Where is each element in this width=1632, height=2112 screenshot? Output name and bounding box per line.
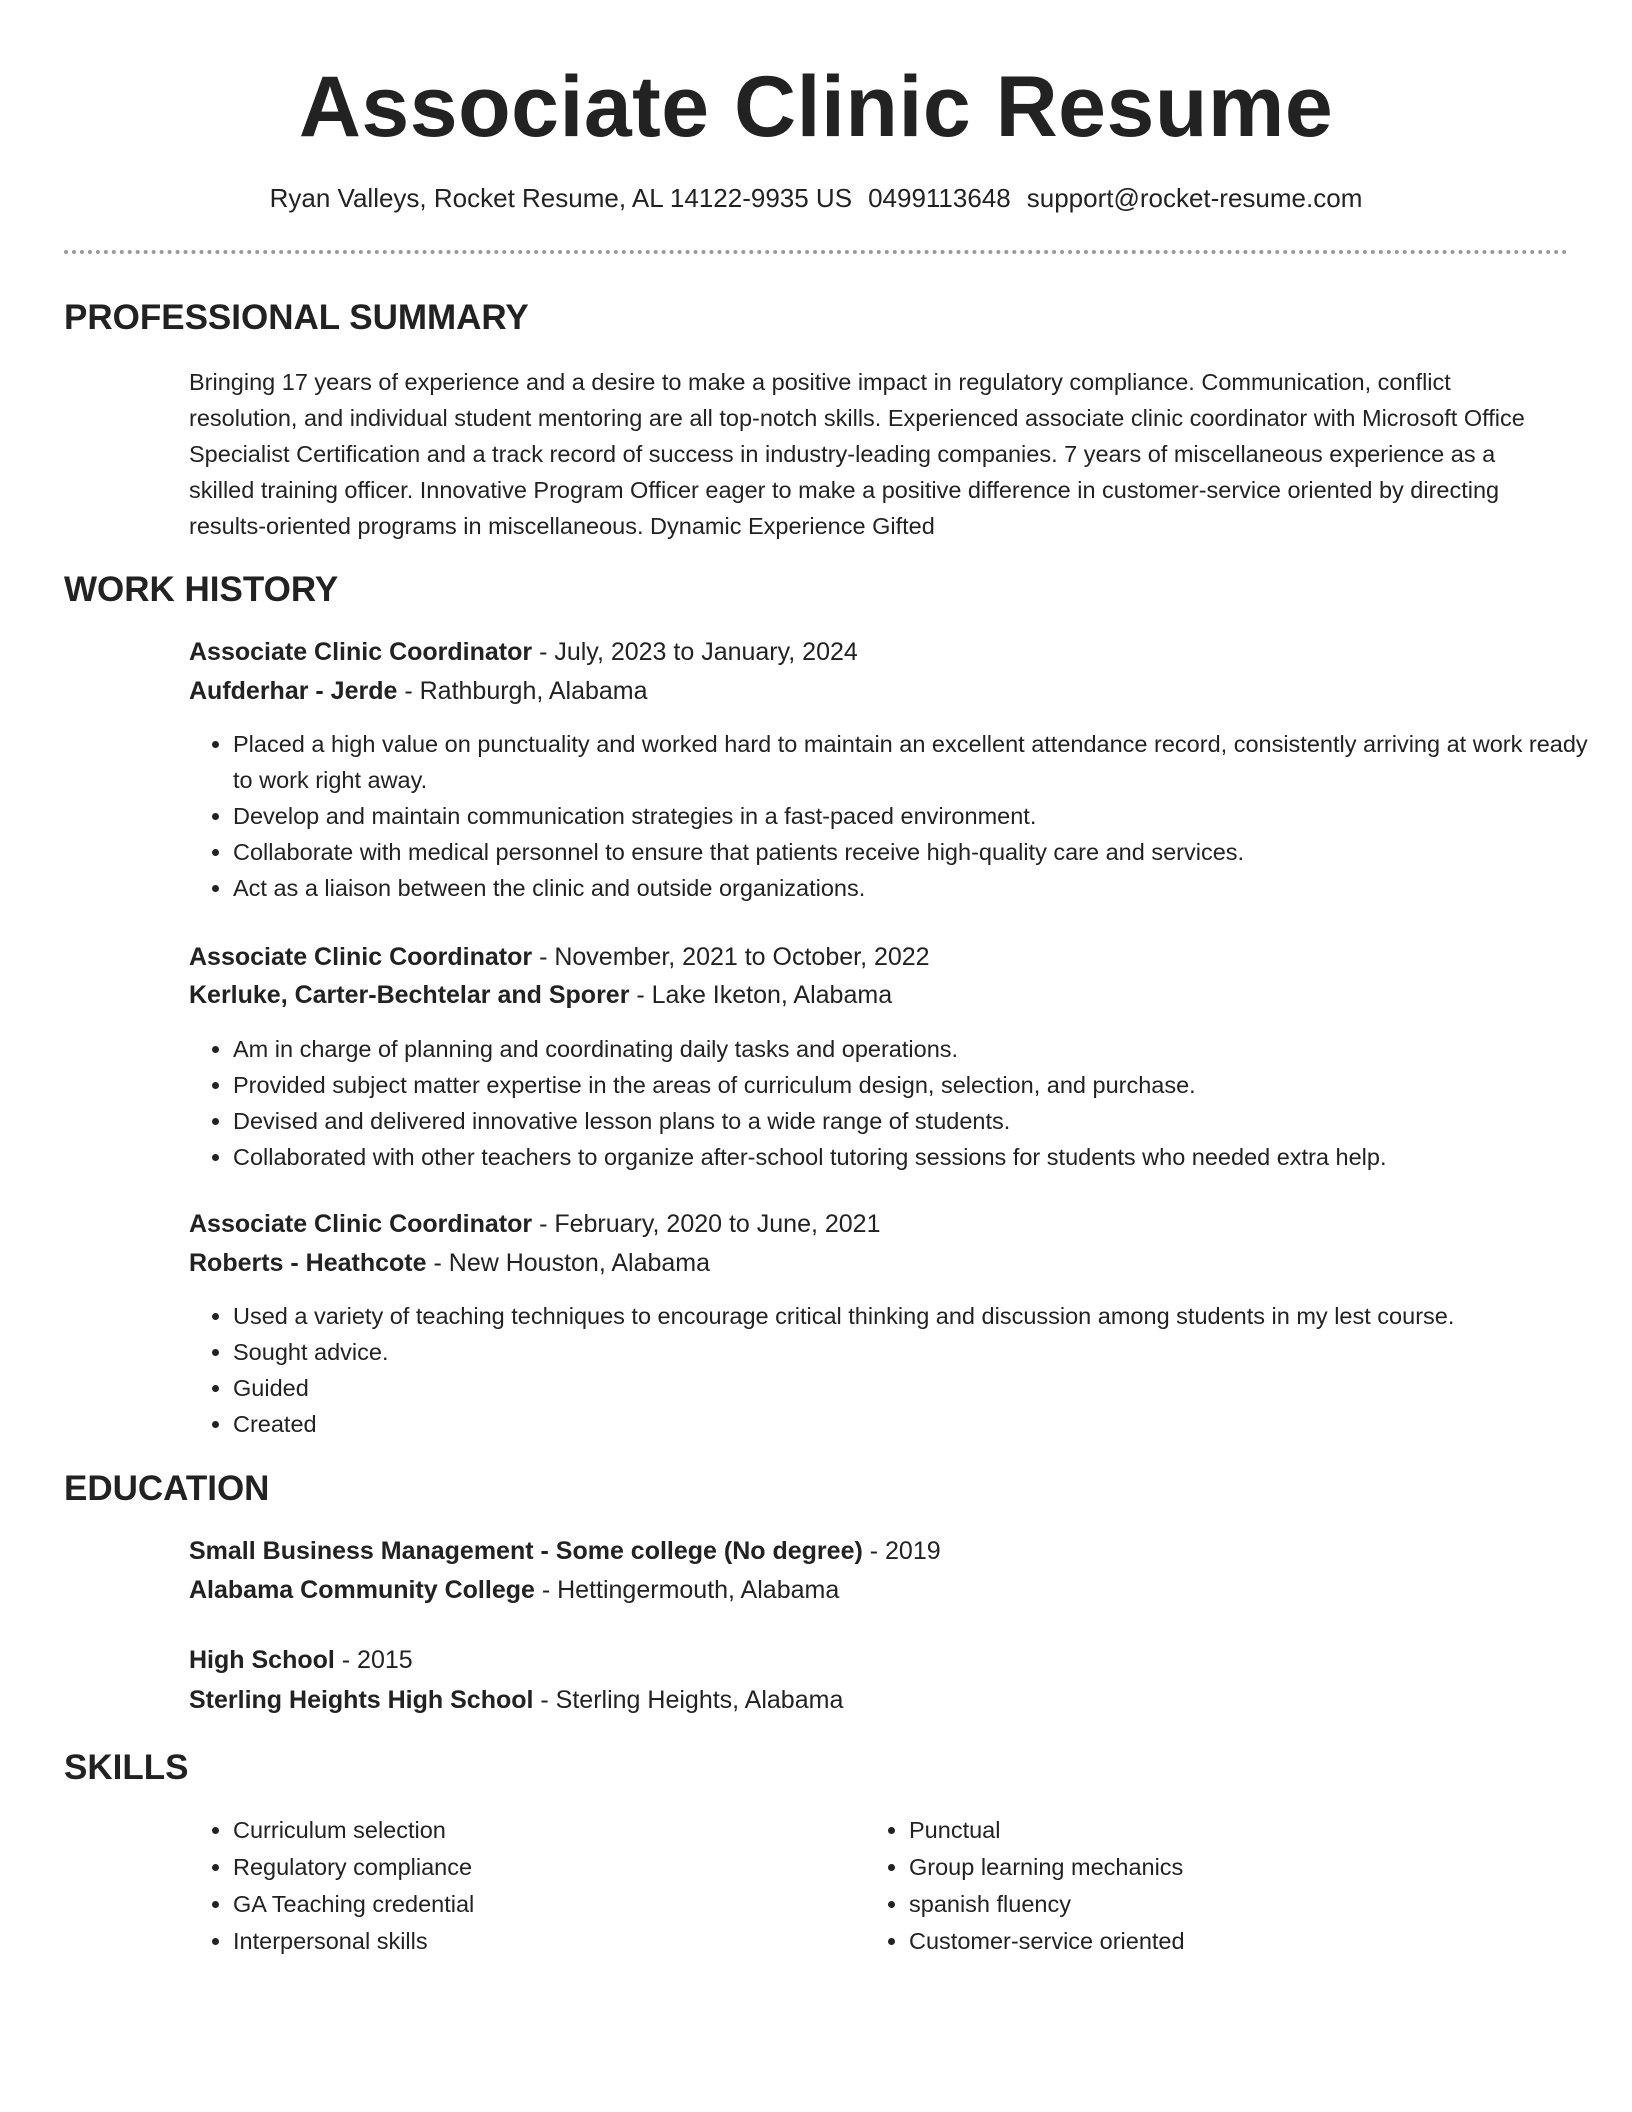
job-location: - Lake Iketon, Alabama <box>629 981 893 1009</box>
list-item: • Collaborate with medical personnel to ensure that patients receive high-quality care and services. <box>233 834 1613 870</box>
list-item: • Used a variety of teaching techniques to encourage critical thinking and discussion among students in my lest course. <box>233 1298 1613 1334</box>
list-item: • Collaborated with other teachers to organize after-school tutoring sessions for students who needed extra help. <box>233 1139 1613 1175</box>
job-company: Roberts - Heathcote <box>189 1249 427 1277</box>
skills-heading: SKILLS <box>64 1748 189 1787</box>
education-school: Sterling Heights High School <box>189 1686 534 1714</box>
resume-title: Associate Clinic Resume <box>298 59 1334 155</box>
skill-item: • Punctual <box>909 1812 1529 1849</box>
job-dates: - July, 2023 to January, 2024 <box>532 638 858 666</box>
job-location: - New Houston, Alabama <box>426 1249 711 1277</box>
list-item: • Am in charge of planning and coordinating daily tasks and operations. <box>233 1031 1613 1067</box>
list-item: • Provided subject matter expertise in the areas of curriculum design, selection, and purchase. <box>233 1067 1613 1103</box>
skills-list-left <box>189 1812 853 1960</box>
job-location: - Rathburgh, Alabama <box>397 677 648 705</box>
job-title-line <box>189 634 1569 670</box>
list-item: • Develop and maintain communication strategies in a fast-paced environment. <box>233 798 1613 834</box>
job-dates: - November, 2021 to October, 2022 <box>532 943 930 971</box>
education-degree-line <box>189 1642 1569 1678</box>
work-history-heading: WORK HISTORY <box>64 570 339 609</box>
education-degree: Small Business Management - Some college (No degree) <box>189 1537 863 1565</box>
job-company-line <box>189 673 1569 709</box>
education-degree-line <box>189 1533 1569 1569</box>
job-company-line <box>189 977 1569 1013</box>
contact-line <box>0 180 1632 216</box>
skills-list-right <box>865 1812 1529 1960</box>
skill-item: • Regulatory compliance <box>233 1849 853 1886</box>
list-item: • Act as a liaison between the clinic and outside organizations. <box>233 870 1613 906</box>
list-item: • Created <box>233 1406 1613 1442</box>
education-location: - Hettingermouth, Alabama <box>534 1576 840 1604</box>
job-bullets <box>189 726 1613 906</box>
contact-phone: 0499113648 <box>868 183 1011 213</box>
skill-item: • spanish fluency <box>909 1886 1529 1923</box>
job-company-line <box>189 1245 1569 1281</box>
education-school-line <box>189 1572 1569 1608</box>
list-item: • Devised and delivered innovative lesson plans to a wide range of students. <box>233 1103 1613 1139</box>
job-title-line <box>189 1206 1569 1242</box>
skill-item: • Curriculum selection <box>233 1812 853 1849</box>
job-company: Kerluke, Carter-Bechtelar and Sporer <box>189 981 630 1009</box>
education-school: Alabama Community College <box>189 1576 535 1604</box>
job-bullets <box>189 1031 1613 1175</box>
header-divider <box>64 250 1568 254</box>
list-item: • Sought advice. <box>233 1334 1613 1370</box>
skill-item: • Customer-service oriented <box>909 1923 1529 1960</box>
list-item: • Placed a high value on punctuality and worked hard to maintain an excellent attendance record, consistently arriving at work ready to work right away. <box>233 726 1613 798</box>
education-year: - 2019 <box>862 1537 941 1565</box>
job-title: Associate Clinic Coordinator <box>189 638 533 666</box>
summary-heading: PROFESSIONAL SUMMARY <box>64 298 529 337</box>
education-school-line <box>189 1682 1569 1718</box>
job-title: Associate Clinic Coordinator <box>189 1210 533 1238</box>
job-bullets <box>189 1298 1613 1442</box>
education-degree: High School <box>189 1646 335 1674</box>
list-item: • Guided <box>233 1370 1613 1406</box>
contact-email: support@rocket-resume.com <box>1026 183 1363 213</box>
education-heading: EDUCATION <box>64 1469 270 1508</box>
skill-item: • GA Teaching credential <box>233 1886 853 1923</box>
skill-item: • Group learning mechanics <box>909 1849 1529 1886</box>
job-title-line <box>189 939 1569 975</box>
job-title: Associate Clinic Coordinator <box>189 943 533 971</box>
contact-address: Ryan Valleys, Rocket Resume, AL 14122-9935 US <box>269 183 853 213</box>
education-year: - 2015 <box>334 1646 413 1674</box>
summary-text: Bringing 17 years of experience and a desire to make a positive impact in regulatory compliance. Communication, conflict resolution, and individual student mentoring are all top-notch skills. Experienced associate clinic coordinator with Microsoft Office Specialist Certification and a track record of success in industry-leading companies. 7 years of miscellaneous experience as a skilled training officer. Innovative Program Officer eager to make a positive difference in customer-service oriented by directing results-oriented programs in miscellaneous. Dynamic Experience Gifted <box>189 369 1525 539</box>
skill-item: • Interpersonal skills <box>233 1923 853 1960</box>
job-company: Aufderhar - Jerde <box>189 677 398 705</box>
education-location: - Sterling Heights, Alabama <box>533 1686 844 1714</box>
job-dates: - February, 2020 to June, 2021 <box>532 1210 881 1238</box>
